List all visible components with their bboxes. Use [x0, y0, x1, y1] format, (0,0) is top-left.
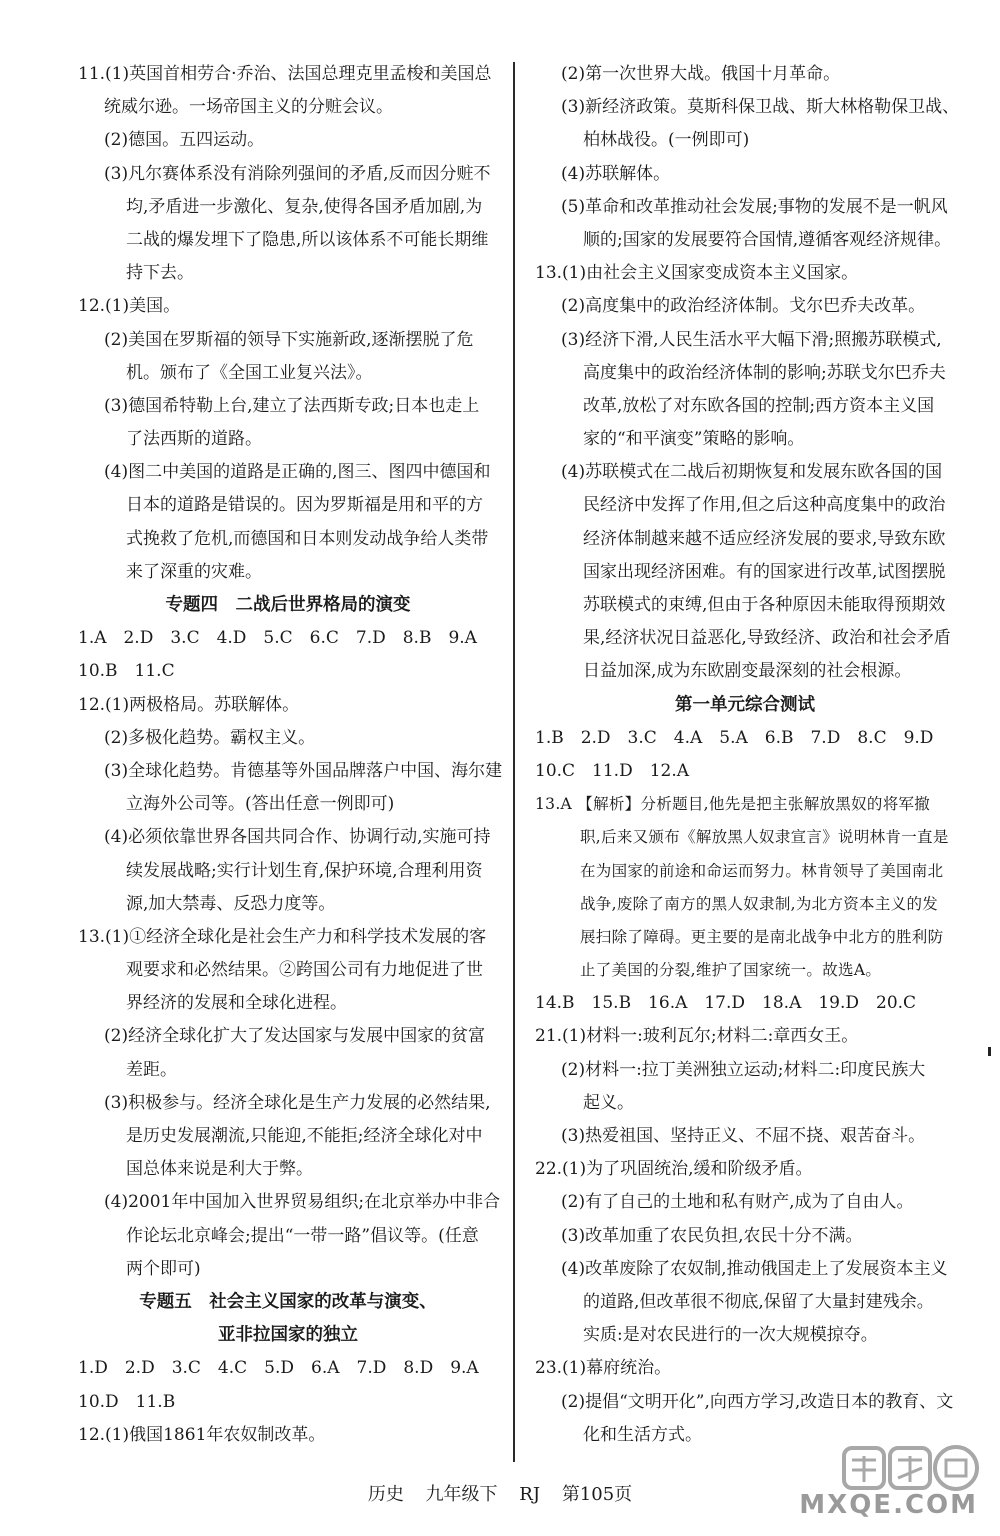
answer-line: (3)改革加重了农民负担,农民十分不满。 — [561, 1225, 863, 1246]
answer-line: 10.B 11.C — [78, 661, 175, 682]
answer-line: 经济体制越来越不适应经济发展的要求,导致东欧 — [583, 528, 946, 549]
answer-line: 14.B 15.B 16.A 17.D 18.A 19.D 20.C — [535, 993, 917, 1014]
answer-line: (3)热爱祖国、坚持正义、不屈不挠、艰苦奋斗。 — [561, 1126, 926, 1146]
answer-line: 持下去。 — [126, 263, 194, 284]
answer-line: 实质:是对农民进行的一次大规模掠夺。 — [583, 1325, 878, 1346]
watermark-logo-icon — [842, 1442, 982, 1494]
answer-line: 是历史发展潮流,只能迎,不能拒;经济全球化对中 — [126, 1126, 483, 1146]
answer-line: (3)德国希特勒上台,建立了法西斯专政;日本也走上 — [104, 395, 480, 416]
answer-line: (2)美国在罗斯福的领导下实施新政,逐渐摆脱了危 — [104, 329, 474, 350]
answer-line: 果,经济状况日益恶化,导致经济、政治和社会矛盾 — [583, 628, 951, 649]
footer-edition: RJ — [519, 1484, 541, 1505]
answer-line: 统威尔逊。一场帝国主义的分赃会议。 — [104, 97, 393, 118]
answer-line: 21.(1)材料一:玻利瓦尔;材料二:章西女王。 — [535, 1026, 859, 1047]
answer-line: 高度集中的政治经济体制的影响;苏联戈尔巴乔夫 — [583, 362, 946, 383]
answer-line: (4)图二中美国的道路是正确的,图三、图四中德国和 — [104, 462, 491, 483]
answer-line: (2)多极化趋势。霸权主义。 — [104, 727, 316, 748]
answer-line: (3)新经济政策。莫斯科保卫战、斯大林格勒保卫战、 — [561, 97, 960, 118]
answer-line: 界经济的发展和全球化进程。 — [126, 993, 347, 1014]
answer-line: 差距。 — [126, 1059, 177, 1080]
answer-line: (2)德国。五四运动。 — [104, 130, 265, 151]
answer-line: (2)材料一:拉丁美洲独立运动;材料二:印度民族大 — [561, 1059, 926, 1080]
scan-edge-mark — [988, 1047, 991, 1056]
answer-line: (4)2001年中国加入世界贸易组织;在北京举办中非合 — [104, 1192, 501, 1213]
answer-line: 在为国家的前途和命运而努力。林肯领导了美国南北 — [580, 861, 944, 880]
answer-line: 1.D 2.D 3.C 4.C 5.D 6.A 7.D 8.D 9.A — [78, 1358, 479, 1379]
answer-line: 续发展战略;实行计划生育,保护环境,合理利用资 — [126, 860, 483, 881]
section-heading: 亚非拉国家的独立 — [218, 1325, 358, 1346]
answer-line: 二战的爆发埋下了隐患,所以该体系不可能长期维 — [126, 229, 489, 250]
answer-line: 日益加深,成为东欧剧变最深刻的社会根源。 — [583, 661, 912, 682]
answer-line: 国总体来说是利大于弊。 — [126, 1159, 313, 1180]
answer-line: (2)经济全球化扩大了发达国家与发展中国家的贫富 — [104, 1026, 486, 1047]
answer-line: 展扫除了障碍。更主要的是南北战争中北方的胜利防 — [580, 927, 944, 946]
watermark — [799, 1442, 992, 1526]
answer-line: 的道路,但改革很不彻底,保留了大量封建残余。 — [583, 1291, 934, 1312]
answer-line: (2)高度集中的政治经济体制。戈尔巴乔夫改革。 — [561, 296, 926, 317]
answer-line: 观要求和必然结果。②跨国公司有力地促进了世 — [126, 960, 483, 981]
answer-line: 作论坛北京峰会;提出“一带一路”倡议等。(任意 — [126, 1225, 479, 1246]
answer-line: (4)改革废除了农奴制,推动俄国走上了发展资本主义 — [561, 1258, 948, 1279]
answer-line: (2)有了自己的土地和私有财产,成为了自由人。 — [561, 1192, 914, 1213]
answer-line: 民经济中发挥了作用,但之后这种高度集中的政治 — [583, 495, 946, 516]
answer-line: 苏联模式的束缚,但由于各种原因未能取得预期效 — [583, 595, 946, 615]
answer-line: 源,加大禁毒、反恐力度等。 — [126, 893, 336, 914]
footer-page-number: 第105页 — [561, 1484, 633, 1505]
answer-line: 柏林战役。(一例即可) — [583, 130, 750, 151]
answer-line: 日本的道路是错误的。因为罗斯福是用和平的方 — [126, 495, 483, 516]
answer-line: (3)积极参与。经济全球化是生产力发展的必然结果, — [104, 1092, 491, 1113]
answer-line: (3)全球化趋势。肯德基等外国品牌落户中国、海尔建 — [104, 760, 503, 781]
answer-line: 止了美国的分裂,维护了国家统一。故选A。 — [580, 961, 882, 980]
answer-line: 来了深重的灾难。 — [126, 561, 262, 582]
answer-line: 12.(1)美国。 — [78, 296, 181, 317]
answer-line: 10.C 11.D 12.A — [535, 760, 690, 781]
answer-line: 13.A 【解析】分析题目,他先是把主张解放黑奴的将军撤 — [535, 795, 931, 814]
answer-line: 13.(1)①经济全球化是社会生产力和科学技术发展的客 — [78, 926, 487, 947]
answer-line: (3)凡尔赛体系没有消除列强间的矛盾,反而因分赃不 — [104, 163, 491, 184]
answer-line: 化和生活方式。 — [583, 1424, 702, 1445]
footer-subject: 历史 — [367, 1484, 404, 1505]
answer-line: 机。颁布了《全国工业复兴法》。 — [126, 362, 373, 383]
answer-line: (4)苏联解体。 — [561, 163, 671, 184]
answer-line: 10.D 11.B — [78, 1391, 176, 1412]
answer-line: 式挽救了危机,而德国和日本则发动战争给人类带 — [126, 528, 489, 549]
answer-line: 23.(1)幕府统治。 — [535, 1358, 672, 1379]
section-heading: 第一单元综合测试 — [675, 694, 815, 715]
answer-line: 13.(1)由社会主义国家变成资本主义国家。 — [535, 263, 859, 284]
answer-line: (5)革命和改革推动社会发展;事物的发展不是一帆风 — [561, 196, 948, 217]
answer-line: 1.A 2.D 3.C 4.D 5.C 6.C 7.D 8.B 9.A — [78, 628, 477, 649]
answer-line: 22.(1)为了巩固统治,缓和阶级矛盾。 — [535, 1159, 813, 1180]
footer-grade: 九年级下 — [425, 1484, 498, 1505]
answer-line: 均,矛盾进一步激化、复杂,使得各国矛盾加剧,为 — [126, 196, 483, 217]
section-heading: 专题四 二战后世界格局的演变 — [165, 595, 411, 615]
answer-line: 职,后来又颁布《解放黑人奴隶宣言》说明林肯一直是 — [580, 828, 949, 847]
answer-line: 12.(1)俄国1861年农奴制改革。 — [78, 1424, 326, 1445]
answer-line: (4)苏联模式在二战后初期恢复和发展东欧各国的国 — [561, 462, 943, 483]
answer-line: 两个即可) — [126, 1258, 201, 1279]
section-heading: 专题五 社会主义国家的改革与演变、 — [139, 1291, 437, 1312]
answer-line: 1.B 2.D 3.C 4.A 5.A 6.B 7.D 8.C 9.D — [535, 727, 934, 748]
answer-line: 家的“和平演变”策略的影响。 — [583, 429, 805, 450]
answer-line: 立海外公司等。(答出任意一例即可) — [126, 794, 395, 815]
answer-line: 顺的;国家的发展要符合国情,遵循客观经济规律。 — [583, 229, 952, 250]
answer-line: 11.(1)英国首相劳合·乔治、法国总理克里孟梭和美国总 — [78, 64, 492, 84]
column-divider — [513, 62, 515, 1462]
answer-line: 战争,废除了南方的黑人奴隶制,为北方资本主义的发 — [580, 894, 939, 913]
answer-line: (4)必须依靠世界各国共同合作、协调行动,实施可持 — [104, 827, 491, 848]
answer-line: 国家出现经济困难。有的国家进行改革,试图摆脱 — [583, 561, 946, 582]
answer-line: 了法西斯的道路。 — [126, 429, 262, 450]
watermark-domain: MXQE.COM — [799, 1490, 978, 1520]
answer-line: 12.(1)两极格局。苏联解体。 — [78, 694, 300, 715]
answer-line: 起义。 — [583, 1092, 634, 1113]
answer-line: (2)第一次世界大战。俄国十月革命。 — [561, 64, 841, 84]
answer-line: 改革,放松了对东欧各国的控制;西方资本主义国 — [583, 395, 935, 416]
answer-line: (2)提倡“文明开化”,向西方学习,改造日本的教育、文 — [561, 1391, 954, 1412]
right-column — [535, 58, 960, 1452]
answer-line: (3)经济下滑,人民生活水平大幅下滑;照搬苏联模式, — [561, 329, 942, 350]
left-column — [78, 58, 503, 1452]
